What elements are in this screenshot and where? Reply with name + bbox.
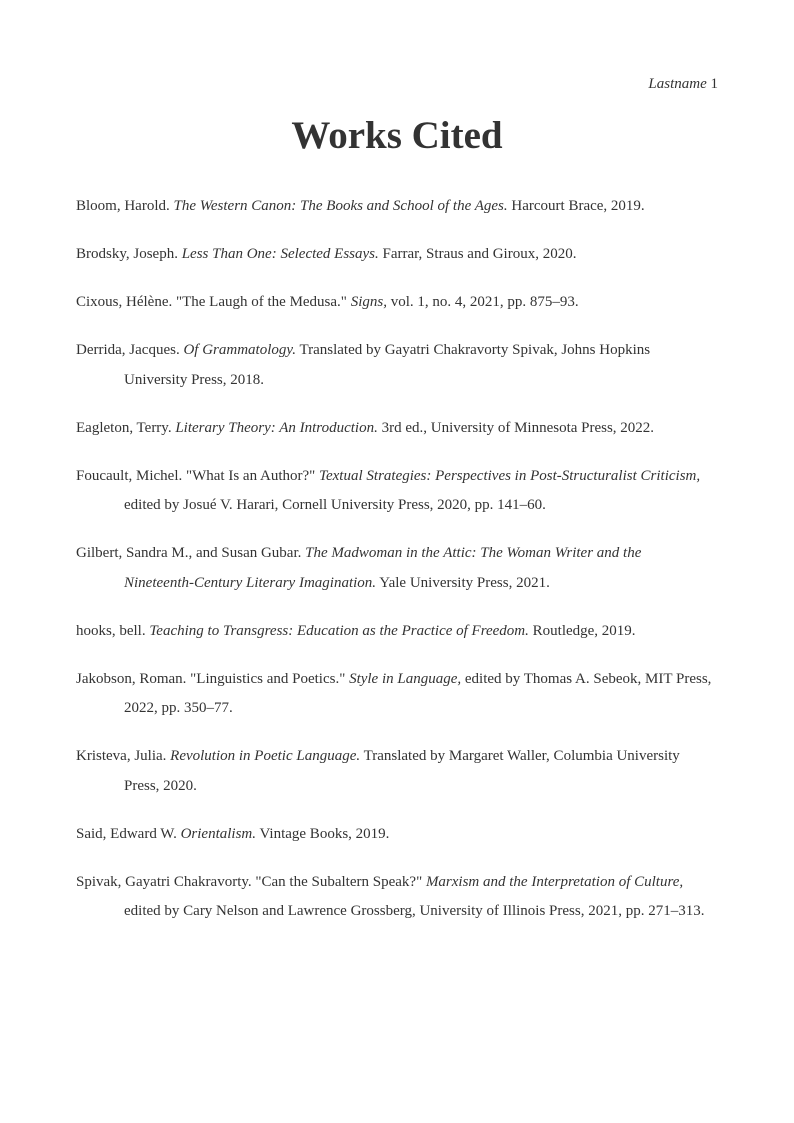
citation-entry xyxy=(76,742,714,801)
citation-entry xyxy=(76,336,714,395)
citation-author: Kristeva, Julia. xyxy=(76,748,171,764)
citation-author: hooks, bell. xyxy=(76,622,150,639)
citation-title: Teaching to Transgress: Education as the Practice of Freedom. xyxy=(149,622,529,639)
citation-title: The Western Canon: The Books and School of the Ages. xyxy=(173,198,508,214)
citation-author: Spivak, Gayatri Chakravorty. "Can the Subaltern Speak?" xyxy=(76,873,426,890)
citation-publication: vol. 1, no. 4, 2021, pp. 875–93. xyxy=(386,294,579,310)
citation-author: Brodsky, Joseph. xyxy=(76,246,182,262)
citation-title: Textual Strategies: Perspectives in Post-Structuralist Criticism, xyxy=(319,467,701,484)
running-head-lastname: Lastname xyxy=(648,76,707,92)
citation-entry xyxy=(76,414,714,444)
citation-title: Less Than One: Selected Essays. xyxy=(181,246,379,262)
citation-publication: Translated by Margaret Waller, Columbia University Press, 2020. xyxy=(124,748,680,794)
citation-author: Gilbert, Sandra M., and Susan Gubar. xyxy=(76,545,306,561)
citation-entry xyxy=(76,665,714,724)
citation-entry xyxy=(76,288,714,318)
citation-title: Style in Language, xyxy=(349,670,462,687)
citation-publication: edited by Josué V. Harari, Cornell University Press, 2020, pp. 141–60. xyxy=(124,497,546,513)
running-head xyxy=(648,75,718,93)
citation-entry xyxy=(76,192,714,222)
page-number: 1 xyxy=(710,76,718,92)
citation-entry xyxy=(76,462,714,521)
citation-publication: Farrar, Straus and Giroux, 2020. xyxy=(378,246,577,262)
page-title: Works Cited xyxy=(291,114,503,157)
citation-publication: edited by Cary Nelson and Lawrence Grossberg, University of Illinois Press, 2021, pp. 271–313. xyxy=(124,903,705,919)
citation-publication: Yale University Press, 2021. xyxy=(376,574,550,591)
citation-publication: Harcourt Brace, 2019. xyxy=(507,198,645,214)
citation-author: Said, Edward W. xyxy=(76,825,181,842)
citation-entry xyxy=(76,868,714,927)
citation-publication: Vintage Books, 2019. xyxy=(256,825,390,842)
citation-author: Jakobson, Roman. "Linguistics and Poetics." xyxy=(76,670,350,687)
citation-publication: edited by Thomas A. Sebeok, MIT Press, 2022, pp. 350–77. xyxy=(124,670,712,716)
citation-title: Marxism and the Interpretation of Culture, xyxy=(425,873,684,890)
citation-author: Derrida, Jacques. xyxy=(76,342,184,358)
citation-entry xyxy=(76,617,714,647)
citation-author: Eagleton, Terry. xyxy=(76,419,176,436)
citation-title: Literary Theory: An Introduction. xyxy=(175,419,378,436)
citation-title: Of Grammatology. xyxy=(183,342,296,358)
citation-entry xyxy=(76,820,714,850)
works-cited-list xyxy=(76,192,714,945)
citation-entry xyxy=(76,240,714,270)
citation-publication: 3rd ed., University of Minnesota Press, 2022. xyxy=(377,419,655,436)
citation-author: Bloom, Harold. xyxy=(76,198,174,214)
citation-entry xyxy=(76,539,714,598)
citation-title: Revolution in Poetic Language. xyxy=(170,748,361,764)
citation-title: The Madwoman in the Attic: The Woman Writer and the Nineteenth-Century Literary Imagination. xyxy=(124,545,642,591)
citation-title: Signs, xyxy=(350,294,387,310)
citation-author: Cixous, Hélène. "The Laugh of the Medusa." xyxy=(76,294,351,310)
citation-author: Foucault, Michel. "What Is an Author?" xyxy=(76,467,320,484)
citation-publication: Routledge, 2019. xyxy=(528,622,636,639)
citation-publication: Translated by Gayatri Chakravorty Spivak, Johns Hopkins University Press, 2018. xyxy=(124,342,651,388)
citation-title: Orientalism. xyxy=(180,825,256,842)
